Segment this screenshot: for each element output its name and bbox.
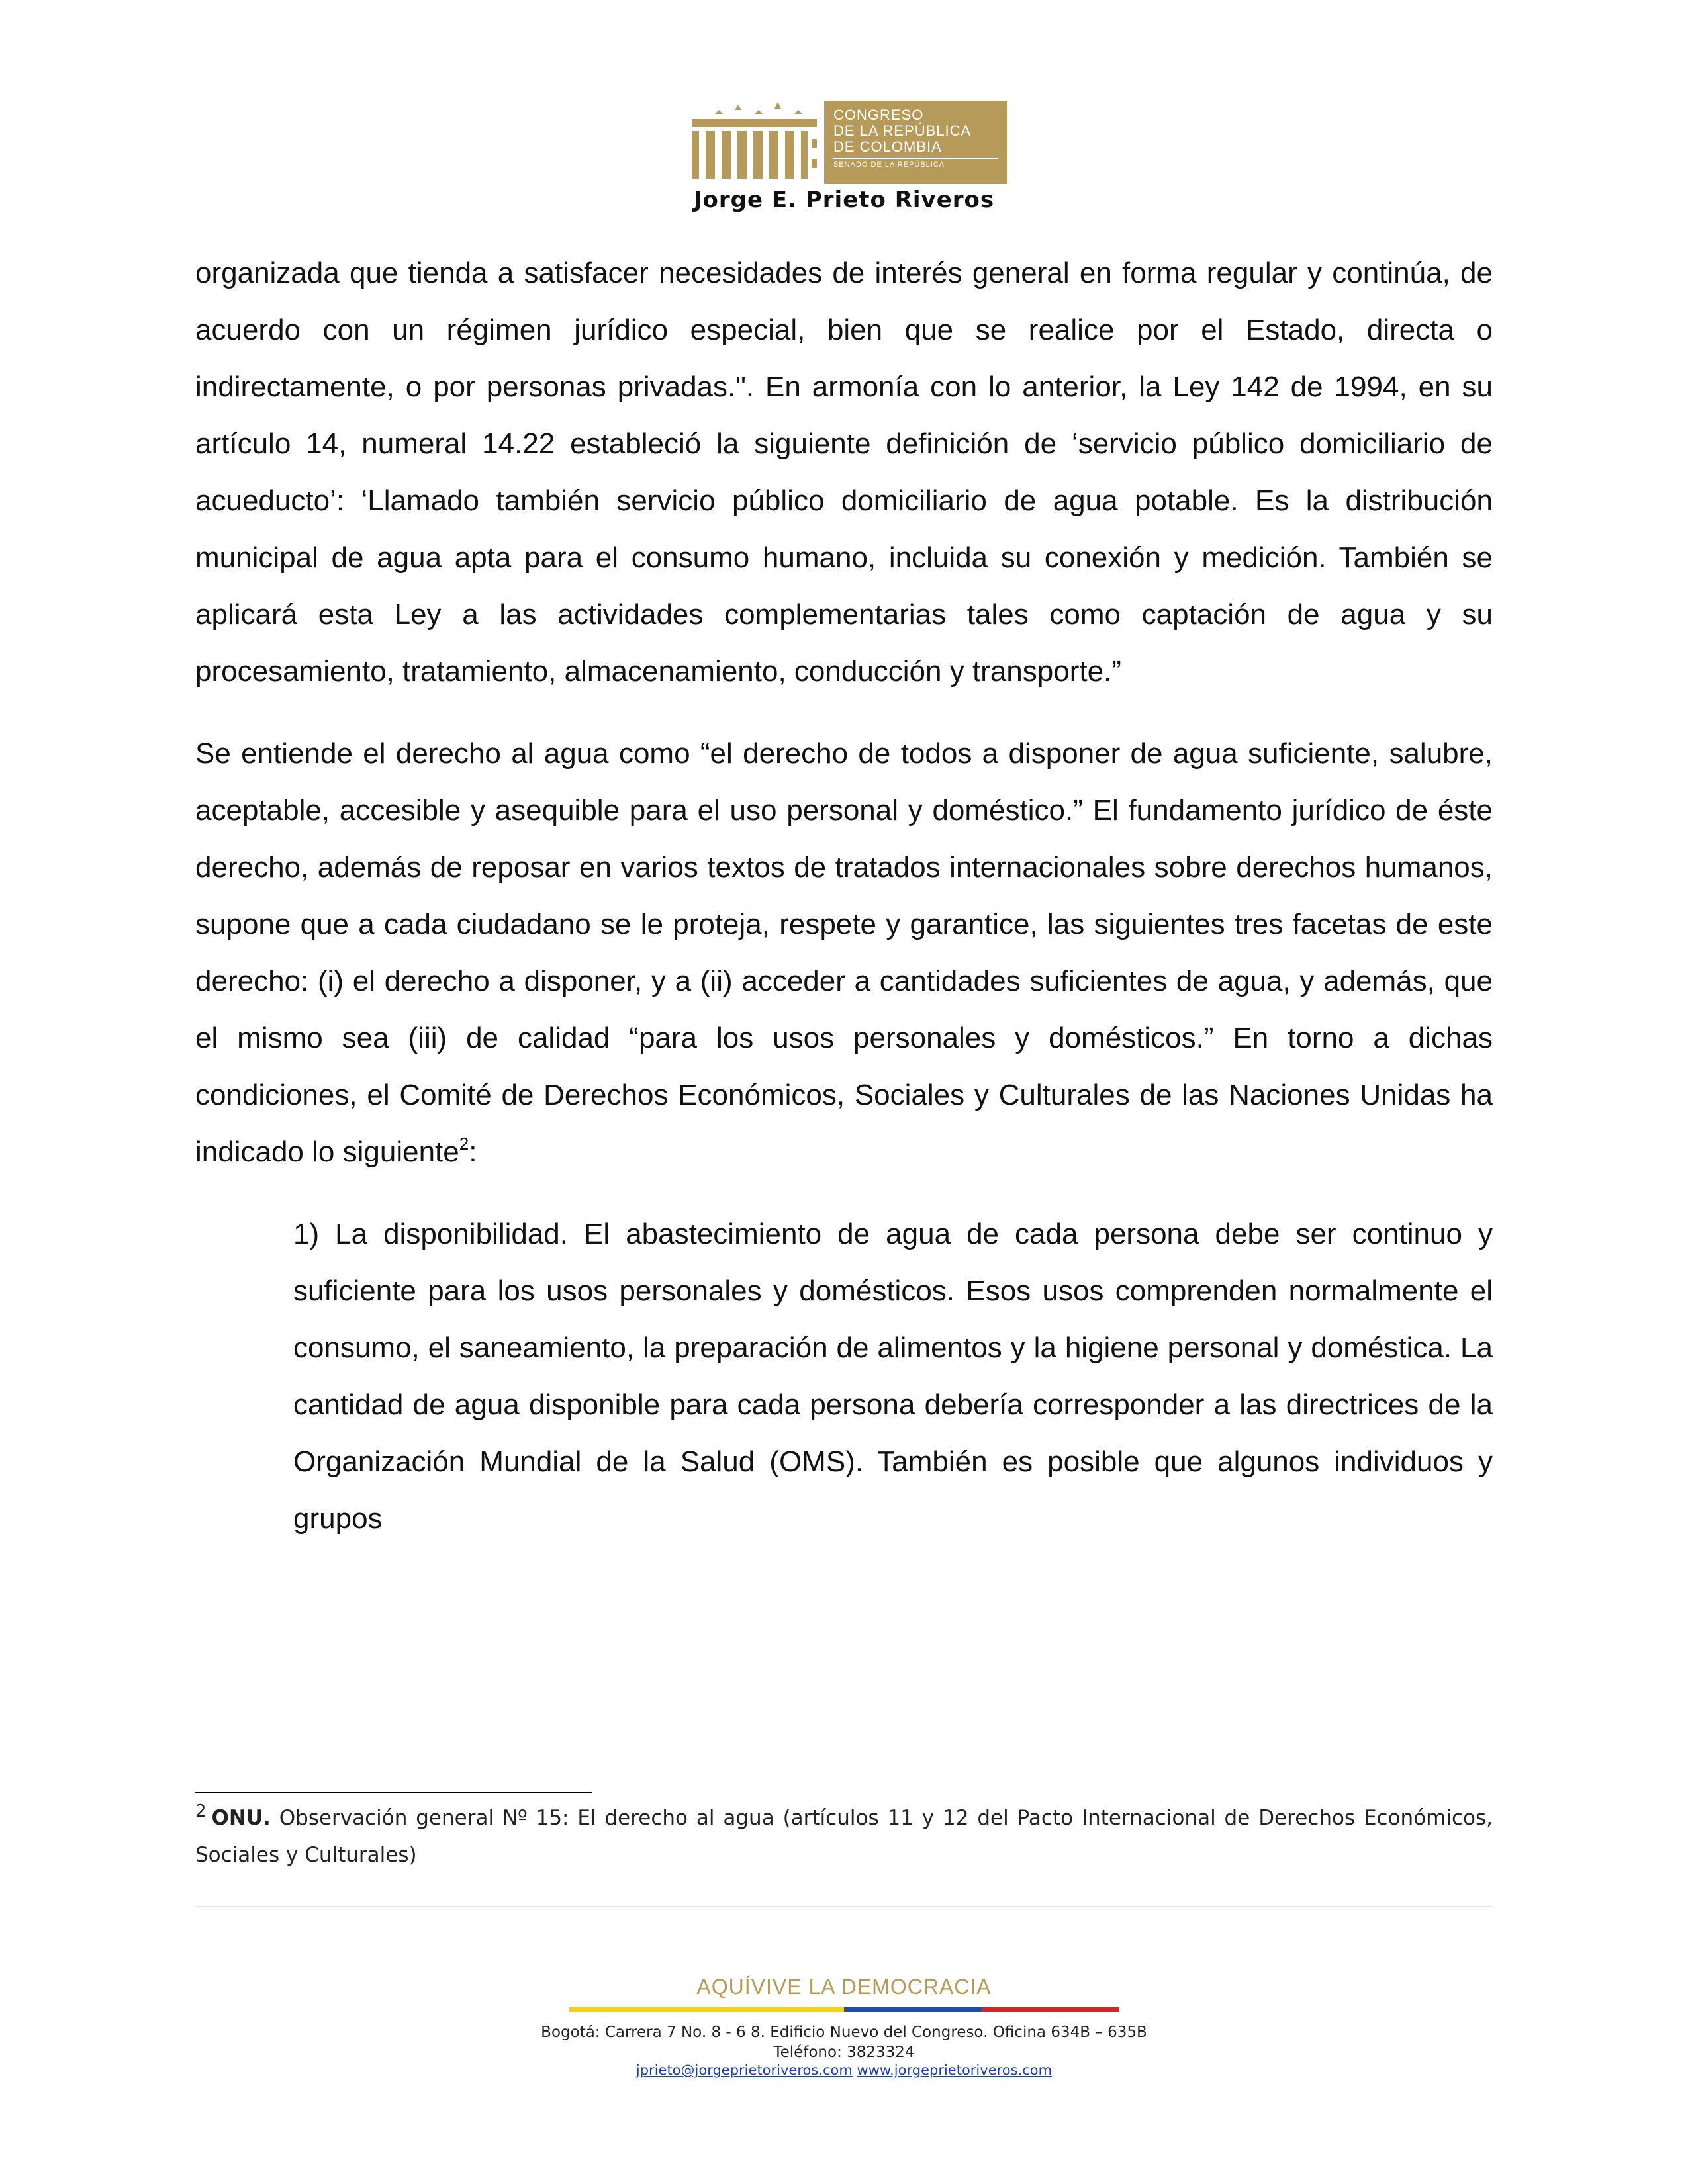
logo-subtitle: SENADO DE LA REPÚBLICA (833, 161, 945, 169)
capitol-building-icon (688, 99, 821, 185)
footnote-separator (195, 1792, 592, 1793)
footnote (195, 1800, 1493, 1873)
logo-divider (833, 158, 998, 159)
logo-line-3: DE COLOMBIA (833, 138, 942, 155)
footnote-org: ONU. (211, 1806, 271, 1830)
paragraph-2 (195, 725, 1493, 1181)
congress-logo-wordmark (824, 101, 1007, 184)
colombia-flag-bar (569, 2007, 1119, 2012)
paragraph-2-end: : (469, 1136, 477, 1168)
logo-line-2: DE LA REPÚBLICA (833, 122, 972, 139)
footer-links (0, 2062, 1688, 2078)
author-name: Jorge E. Prieto Riveros (693, 187, 995, 213)
footer-slogan: AQUÍVIVE LA DEMOCRACIA (696, 1975, 992, 1999)
logo-line-1: CONGRESO (833, 107, 924, 123)
paragraph-3-quote: 1) La disponibilidad. El abastecimiento de agua de cada persona debe ser continuo y suficiente para los usos personales y domésticos. Esos usos comprenden normalmente el consumo, el saneamiento, la preparación de alimentos y la higiene personal y doméstica. La cantidad de agua disponible para cada persona debería corresponder a las directrices de la Organización Mundial de la Salud (OMS). También es posible que algunos individuos y grupos (293, 1218, 1493, 1535)
paragraph-2-text: Se entiende el derecho al agua como “el derecho de todos a disponer de agua suficiente, salubre, aceptable, accesible y asequible para el uso personal y doméstico.” El fundamento jurídico de éste derecho, además de reposar en varios textos de tratados internacionales sobre derechos humanos, supone que a cada ciudadano se le proteja, respete y garantice, las siguientes tres facetas de este derecho: (i) el derecho a disponer, y a (ii) acceder a cantidades suficientes de agua, y además, que el mismo sea (iii) de calidad “para los usos personales y domésticos.” En torno a dichas condiciones, el Comité de Derechos Económicos, Sociales y Culturales de las Naciones Unidas ha indicado lo siguiente (195, 737, 1493, 1168)
congress-logo (688, 99, 1006, 185)
footnote-text: Observación general Nº 15: El derecho al agua (artículos 11 y 12 del Pacto Internacional de Derechos Económicos, Sociales y Culturales) (195, 1806, 1493, 1867)
website-link[interactable]: www.jorgeprietoriveros.com (857, 2062, 1053, 2078)
email-link[interactable]: jprieto@jorgeprietoriveros.com (635, 2062, 853, 2078)
footnote-number: 2 (195, 1801, 207, 1821)
footnote-reference[interactable]: 2 (459, 1134, 469, 1154)
flag-red-stripe (982, 2007, 1119, 2012)
flag-yellow-stripe (569, 2007, 844, 2012)
flag-blue-stripe (844, 2007, 982, 2012)
footer-separator (195, 1906, 1493, 1907)
paragraph-1: organizada que tienda a satisfacer necesidades de interés general en forma regular y continúa, de acuerdo con un régimen jurídico especial, bien que se realice por el Estado, directa o indirectamente, o por personas privadas.". En armonía con lo anterior, la Ley 142 de 1994, en su artículo 14, numeral 14.22 estableció la siguiente definición de ‘servicio público domiciliario de acueducto’: ‘Llamado también servicio público domiciliario de agua potable. Es la distribución municipal de agua apta para el consumo humano, incluida su conexión y medición. También se aplicará esta Ley a las actividades complementarias tales como captación de agua y su procesamiento, tratamiento, almacenamiento, conducción y transporte.” (195, 257, 1493, 688)
footer-phone: Teléfono: 3823324 (773, 2044, 915, 2061)
document-body (195, 245, 1493, 1547)
footer-address: Bogotá: Carrera 7 No. 8 - 6 8. Edificio Nuevo del Congreso. Oficina 634B – 635B (541, 2024, 1147, 2041)
page-header (0, 0, 1688, 225)
